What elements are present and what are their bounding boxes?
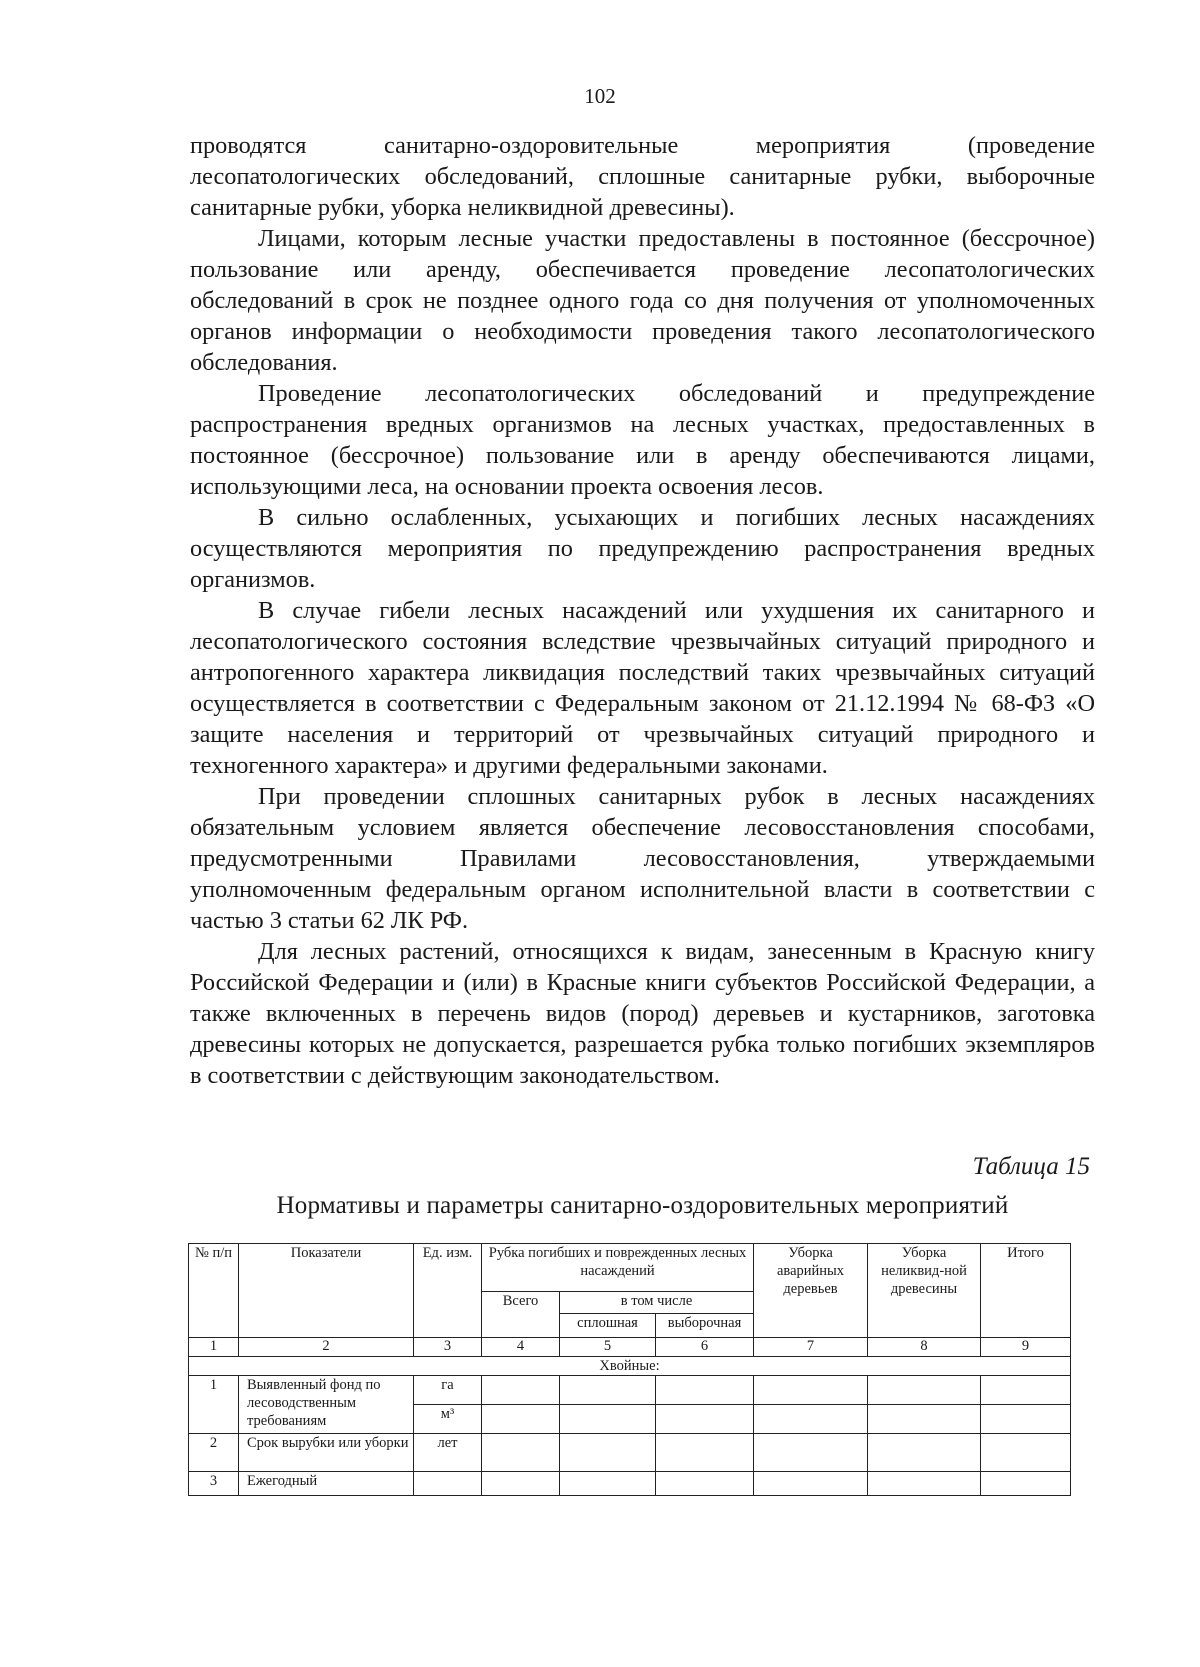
cell: [656, 1472, 754, 1496]
header-total: Всего: [482, 1292, 560, 1338]
cell: [868, 1434, 981, 1472]
cell: [754, 1405, 868, 1434]
cell: [482, 1434, 560, 1472]
cell: [560, 1376, 656, 1405]
header-felling: Рубка погибших и поврежденных лесных насаждений: [482, 1244, 754, 1292]
cell: [656, 1434, 754, 1472]
table-title: Нормативы и параметры санитарно-оздоровительных мероприятий: [276, 1192, 1009, 1219]
cell: [868, 1405, 981, 1434]
paragraph: В случае гибели лесных насаждений или ухудшения их санитарного и лесопатологического состояния вследствие чрезвычайных ситуаций природного и антропогенного характера ликвидация последствий таких чрезвычайных ситуаций осуществляется в соответствии с Федеральным законом от 21.12.1994 № 68-ФЗ «О защите населения и территорий от чрезвычайных ситуаций природного и техногенного характера» и другими федеральными законами.: [190, 597, 1095, 779]
header-clear: сплошная: [560, 1314, 656, 1338]
body-text: [190, 130, 1095, 1091]
row-name: Срок вырубки или уборки: [239, 1434, 414, 1472]
column-number: 7: [754, 1338, 868, 1357]
paragraph: Для лесных растений, относящихся к видам, занесенным в Красную книгу Российской Федерации и (или) в Красные книги субъектов Российской Федерации, а также включенных в перечень видов (пород) деревьев и кустарников, заготовка древесины которых не допускается, разрешается рубка только погибших экземпляров в соответствии с действующим законодательством.: [190, 938, 1095, 1089]
row-num: 2: [189, 1434, 239, 1472]
header-emergency: Уборка аварийных деревьев: [754, 1244, 868, 1338]
header-selective: выборочная: [656, 1314, 754, 1338]
cell: [656, 1376, 754, 1405]
column-number: 5: [560, 1338, 656, 1357]
cell: [482, 1472, 560, 1496]
row-unit: м³: [414, 1405, 482, 1434]
row-name: Ежегодный: [239, 1472, 414, 1496]
table-row: [189, 1472, 1071, 1496]
header-including: в том числе: [560, 1292, 754, 1314]
cell: [560, 1405, 656, 1434]
row-name: Выявленный фонд по лесоводственным требованиям: [239, 1376, 414, 1434]
cell: [754, 1434, 868, 1472]
header-indicator: Показатели: [239, 1244, 414, 1338]
column-number: 9: [981, 1338, 1071, 1357]
cell: [656, 1405, 754, 1434]
header-num: № п/п: [189, 1244, 239, 1338]
norms-table: [188, 1243, 1071, 1496]
header-unit: Ед. изм.: [414, 1244, 482, 1338]
column-number: 1: [189, 1338, 239, 1357]
cell: [414, 1472, 482, 1496]
paragraph: При проведении сплошных санитарных рубок в лесных насаждениях обязательным условием является обеспечение лесовосстановления способами, предусмотренными Правилами лесовосстановления, утверждаемыми уполномоченным федеральным органом исполнительной власти в соответствии с частью 3 статьи 62 ЛК РФ.: [190, 783, 1095, 934]
header-itogo: Итого: [981, 1244, 1071, 1338]
row-num: 3: [189, 1472, 239, 1496]
row-unit: лет: [414, 1434, 482, 1472]
paragraph: Лицами, которым лесные участки предоставлены в постоянное (бессрочное) пользование или аренду, обеспечивается проведение лесопатологических обследований в срок не позднее одного года со дня получения от уполномоченных органов информации о необходимости проведения такого лесопатологического обследования.: [190, 225, 1095, 376]
paragraph: проводятся санитарно-оздоровительные мероприятия (проведение лесопатологических обследований, сплошные санитарные рубки, выборочные санитарные рубки, уборка неликвидной древесины).: [190, 132, 1095, 221]
cell: [754, 1376, 868, 1405]
cell: [981, 1405, 1071, 1434]
cell: [981, 1434, 1071, 1472]
column-number: 3: [414, 1338, 482, 1357]
paragraph: В сильно ослабленных, усыхающих и погибших лесных насаждениях осуществляются мероприятия по предупреждению распространения вредных организмов.: [190, 504, 1095, 593]
column-number: 4: [482, 1338, 560, 1357]
page-number: 102: [584, 84, 616, 108]
column-number: 8: [868, 1338, 981, 1357]
table-row: [189, 1376, 1071, 1405]
paragraph: Проведение лесопатологических обследований и предупреждение распространения вредных организмов на лесных участках, предоставленных в постоянное (бессрочное) пользование или в аренду обеспечиваются лицами, использующими леса, на основании проекта освоения лесов.: [190, 380, 1095, 500]
cell: [560, 1434, 656, 1472]
column-number: 6: [656, 1338, 754, 1357]
cell: [981, 1472, 1071, 1496]
row-num: 1: [189, 1376, 239, 1434]
table-number: Таблица 15: [972, 1153, 1090, 1180]
cell: [482, 1376, 560, 1405]
cell: [868, 1472, 981, 1496]
cell: [981, 1376, 1071, 1405]
row-unit: га: [414, 1376, 482, 1405]
table-row: [189, 1434, 1071, 1472]
cell: [868, 1376, 981, 1405]
cell: [482, 1405, 560, 1434]
cell: [754, 1472, 868, 1496]
cell: [560, 1472, 656, 1496]
header-illiquid: Уборка неликвид-ной древесины: [868, 1244, 981, 1338]
section-label: Хвойные:: [189, 1357, 1071, 1376]
column-number: 2: [239, 1338, 414, 1357]
